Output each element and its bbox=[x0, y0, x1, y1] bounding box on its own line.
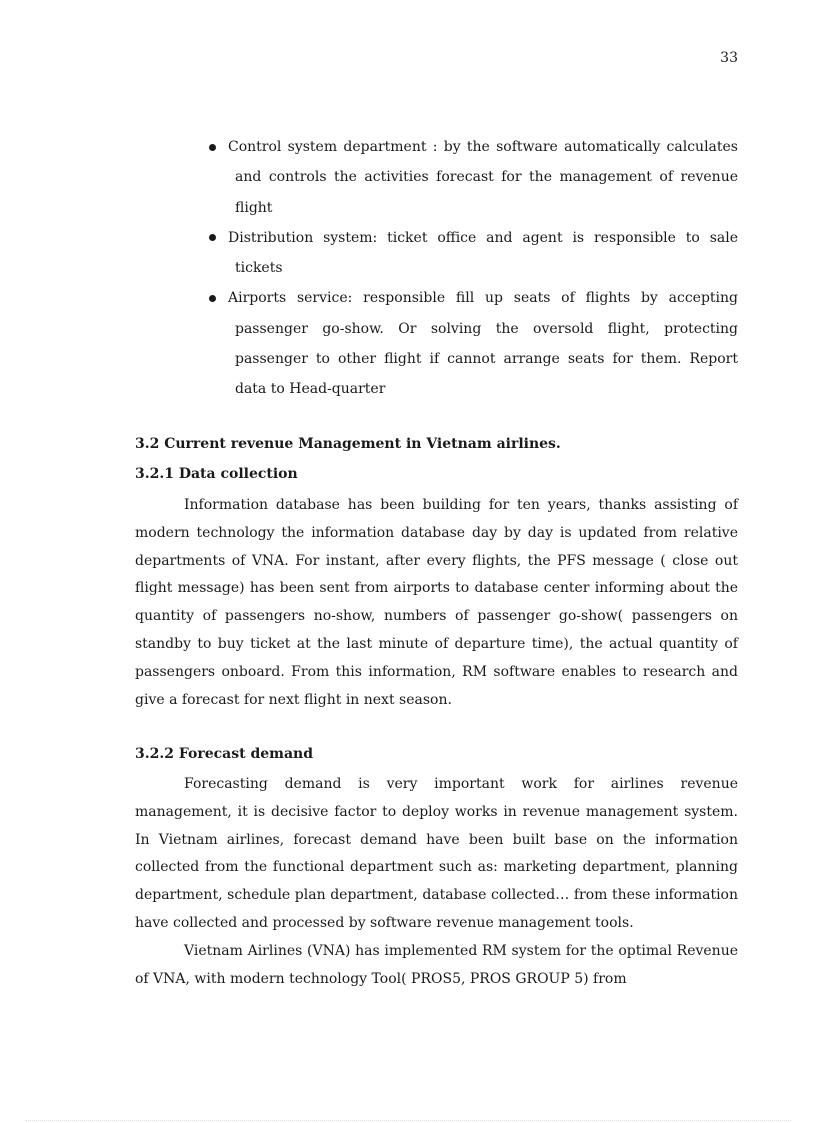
bullet-text: Control system department : by the software automatically calculates and controls the activities forecast for the management of revenue flight bbox=[228, 139, 738, 216]
bullet-text: Airports service: responsible fill up seats of flights by accepting passenger go-show. Or solving the oversold flight, protecting passenger to other flight if cannot arrange seats for them. Report data to Head-quarter bbox=[228, 290, 738, 398]
bullet-icon bbox=[209, 144, 216, 151]
bullet-icon bbox=[209, 234, 216, 241]
list-item bbox=[208, 223, 738, 284]
section-heading: 3.2 Current revenue Management in Vietnam airlines. bbox=[135, 436, 561, 452]
list-item bbox=[208, 283, 738, 404]
bullet-icon bbox=[209, 295, 216, 302]
page-number: 33 bbox=[720, 50, 738, 66]
bullet-list bbox=[208, 132, 738, 405]
list-item bbox=[208, 132, 738, 223]
paragraph-forecast-demand: Forecasting demand is very important work for airlines revenue management, it is decisive factor to deploy works in revenue management system. In Vietnam airlines, forecast demand have been built base on the information collected from the functional department such as: marketing department, planning department, schedule plan department, database collected… from these information have collected and processed by software revenue management tools. bbox=[135, 776, 738, 931]
paragraph-vna-rm-system: Vietnam Airlines (VNA) has implemented RM system for the optimal Revenue of VNA, with modern technology Tool( PROS5, PROS GROUP 5) from bbox=[135, 943, 738, 987]
subsection-heading-data-collection: 3.2.1 Data collection bbox=[135, 466, 298, 482]
bullet-text: Distribution system: ticket office and agent is responsible to sale tickets bbox=[228, 229, 738, 277]
subsection-heading-forecast-demand: 3.2.2 Forecast demand bbox=[135, 746, 314, 762]
page-bottom-divider bbox=[25, 1120, 791, 1121]
paragraph-data-collection: Information database has been building for ten years, thanks assisting of modern technology the information database day by day is updated from relative departments of VNA. For instant, after every flights, the PFS message ( close out flight message) has been sent from airports to database center informing about the quantity of passengers no-show, numbers of passenger go-show( passengers on standby to buy ticket at the last minute of departure time), the actual quantity of passengers onboard. From this information, RM software enables to research and give a forecast for next flight in next season. bbox=[135, 497, 738, 708]
